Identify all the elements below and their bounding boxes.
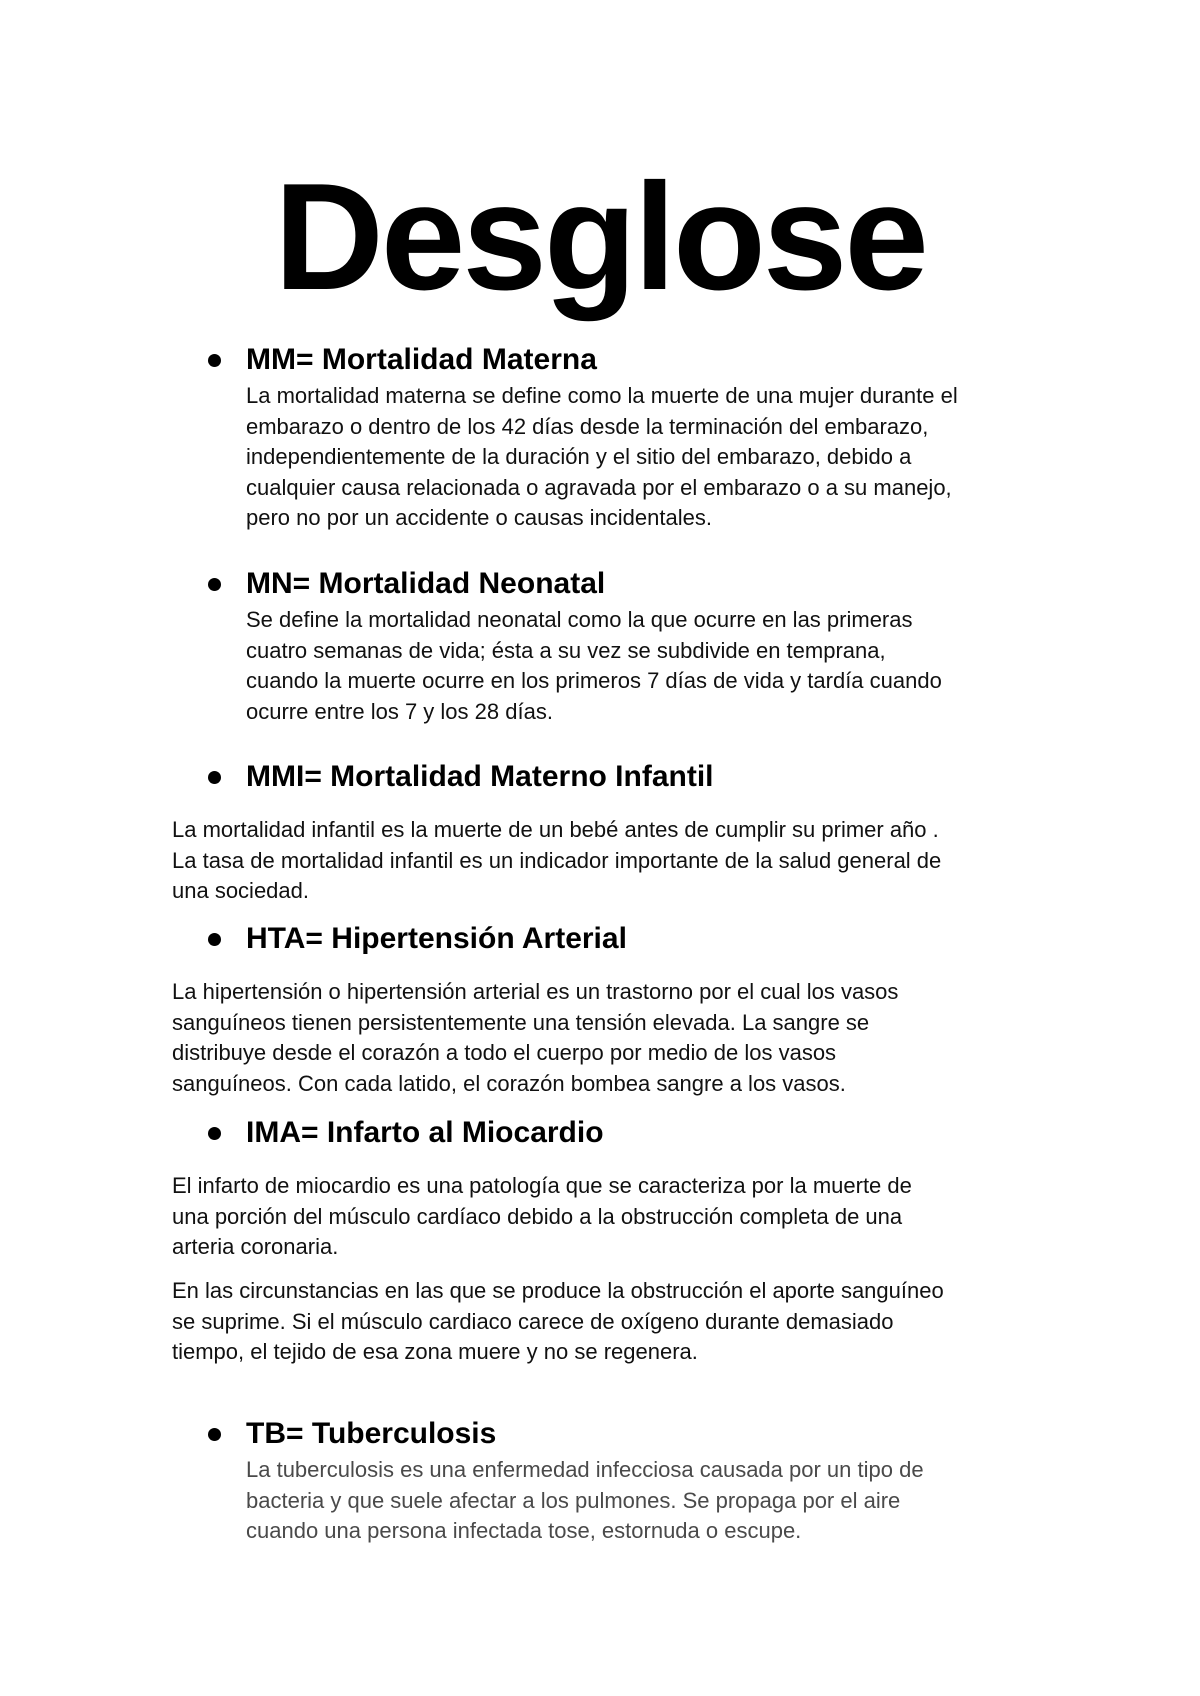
body-line: La tasa de mortalidad infantil es un indicador importante de la salud general de [172, 847, 942, 873]
body-line: cualquier causa relacionada o agravada por el embarazo o a su manejo, [246, 474, 952, 500]
section-body [246, 1455, 1046, 1547]
body-line: cuatro semanas de vida; ésta a su vez se subdivide en temprana, [246, 637, 886, 663]
section-body [172, 815, 1052, 907]
body-line: una porción del músculo cardíaco debido a la obstrucción completa de una [172, 1203, 903, 1229]
body-line: La hipertensión o hipertensión arterial es un trastorno por el cual los vasos [172, 979, 899, 1004]
body-line: La tuberculosis es una enfermedad infecciosa causada por un tipo de [246, 1457, 924, 1482]
section-heading: HTA= Hipertensión Arterial [246, 922, 627, 955]
body-line: El infarto de miocardio es una patología que se caracteriza por la muerte de [172, 1173, 912, 1198]
section-body [172, 977, 1052, 1099]
bullet-dot [208, 1127, 221, 1140]
bullet-dot [208, 1428, 221, 1441]
body-line: tiempo, el tejido de esa zona muere y no se regenera. [172, 1339, 698, 1364]
bullet-dot [208, 933, 221, 946]
body-line: embarazo o dentro de los 42 días desde la terminación del embarazo, [246, 413, 929, 439]
body-line: sanguíneos tienen persistentemente una tensión elevada. La sangre se [172, 1009, 870, 1035]
body-line: cuando una persona infectada tose, estornuda o escupe. [246, 1518, 802, 1543]
body-line: bacteria y que suele afectar a los pulmones. Se propaga por el aire [246, 1487, 901, 1513]
section-body [172, 1171, 1052, 1263]
body-line: una sociedad. [172, 878, 309, 903]
section-heading: MM= Mortalidad Materna [246, 343, 597, 376]
body-line: sanguíneos. Con cada latido, el corazón bombea sangre a los vasos. [172, 1070, 846, 1096]
body-line: independientemente de la duración y el sitio del embarazo, debido a [246, 444, 912, 469]
body-line: pero no por un accidente o causas incidentales. [246, 505, 712, 530]
bullet-dot [208, 578, 221, 591]
bullet-dot [208, 771, 221, 784]
section-heading: MN= Mortalidad Neonatal [246, 567, 606, 600]
section-body [246, 381, 1046, 534]
section-heading: IMA= Infarto al Miocardio [246, 1116, 604, 1149]
section-body-second-paragraph [172, 1276, 1052, 1368]
body-line: cuando la muerte ocurre en los primeros 7 días de vida y tardía cuando [246, 668, 942, 693]
body-line: La mortalidad infantil es la muerte de un bebé antes de cumplir su primer año . [172, 817, 939, 842]
section-heading: TB= Tuberculosis [246, 1417, 497, 1450]
body-line: Se define la mortalidad neonatal como la que ocurre en las primeras [246, 607, 913, 632]
bullet-dot [208, 354, 221, 367]
body-line: La mortalidad materna se define como la muerte de una mujer durante el [246, 383, 958, 408]
page-title: Desglose [274, 152, 926, 322]
body-line: ocurre entre los 7 y los 28 días. [246, 698, 553, 724]
section-body [246, 605, 1046, 727]
body-line: distribuye desde el corazón a todo el cuerpo por medio de los vasos [172, 1040, 837, 1065]
body-line: En las circunstancias en las que se produce la obstrucción el aporte sanguíneo [172, 1278, 944, 1303]
section-heading: MMI= Mortalidad Materno Infantil [246, 760, 714, 793]
body-line: arteria coronaria. [172, 1234, 339, 1259]
body-line: se suprime. Si el músculo cardiaco carece de oxígeno durante demasiado [172, 1308, 894, 1334]
